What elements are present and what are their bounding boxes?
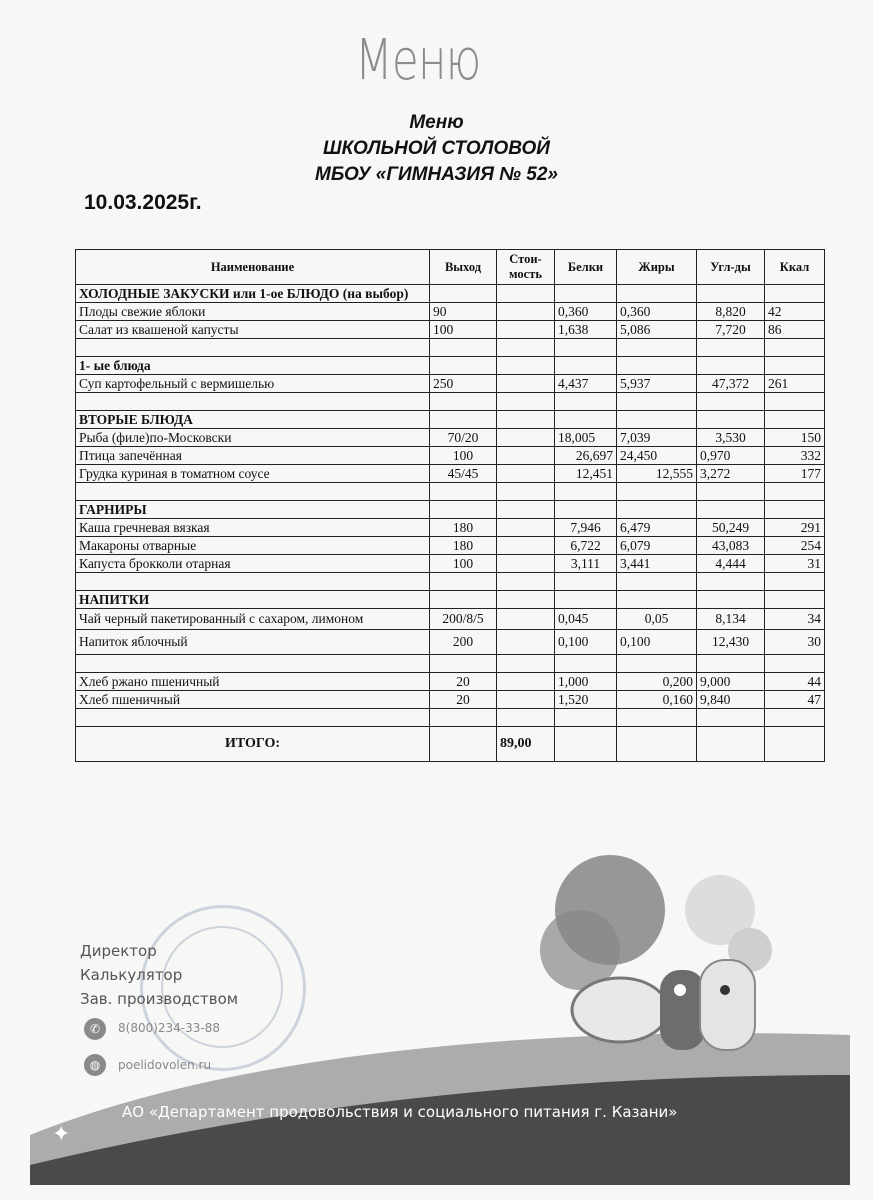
dish-protein: 0,100 [555,630,617,655]
dish-fat: 6,079 [617,537,697,555]
dish-protein: 0,045 [555,609,617,630]
col-header-kcal: Ккал [765,250,825,285]
dish-carbs: 8,134 [697,609,765,630]
dish-kcal: 332 [765,447,825,465]
dish-cost [497,465,555,483]
col-header-cost [497,250,555,285]
dish-protein: 4,437 [555,375,617,393]
dish-protein: 6,722 [555,537,617,555]
sparkle-icon: ✦ [52,1122,71,1147]
header-line-school: МБОУ «ГИМНАЗИЯ № 52» [315,164,558,185]
section-cold: ХОЛОДНЫЕ ЗАКУСКИ или 1-ое БЛЮДО (на выбор) [76,285,430,303]
dish-protein: 0,360 [555,303,617,321]
table-row [76,609,825,630]
dish-name: Хлеб пшеничный [76,691,430,709]
table-row [76,447,825,465]
dish-fat: 5,937 [617,375,697,393]
dish-name: Салат из квашеной капусты [76,321,430,339]
section-first-courses: 1- ые блюда [76,357,430,375]
dish-kcal: 150 [765,429,825,447]
dish-cost [497,447,555,465]
header-line-canteen: ШКОЛЬНОЙ СТОЛОВОЙ [323,138,550,159]
mascot-illustration [520,840,780,1100]
dish-carbs: 50,249 [697,519,765,537]
handwritten-title: Меню [355,28,481,93]
section-row [76,411,825,429]
col-header-cost-line1: Стои- [509,252,542,266]
dish-carbs: 7,720 [697,321,765,339]
menu-table [75,249,825,762]
col-header-carbs: Угл-ды [697,250,765,285]
dish-carbs: 9,840 [697,691,765,709]
dish-cost [497,375,555,393]
footer-phone: 8(800)234-33-88 [118,1021,221,1035]
dish-yield: 45/45 [430,465,497,483]
dish-yield: 250 [430,375,497,393]
dish-kcal: 86 [765,321,825,339]
dish-fat: 7,039 [617,429,697,447]
footer-calculator: Калькулятор [80,966,183,984]
col-header-yield: Выход [430,250,497,285]
dish-fat: 0,360 [617,303,697,321]
dish-carbs: 4,444 [697,555,765,573]
dish-kcal: 42 [765,303,825,321]
section-row [76,591,825,609]
dish-yield: 90 [430,303,497,321]
dish-carbs: 43,083 [697,537,765,555]
table-row [76,519,825,537]
dish-cost [497,630,555,655]
dish-kcal: 44 [765,673,825,691]
dish-protein: 1,638 [555,321,617,339]
dish-cost [497,691,555,709]
table-row [76,537,825,555]
empty-row [76,393,825,411]
footer-department: АО «Департамент продовольствия и социального питания г. Казани» [122,1103,678,1121]
dish-protein: 3,111 [555,555,617,573]
dish-yield: 100 [430,555,497,573]
dish-name: Грудка куриная в томатном соусе [76,465,430,483]
dish-cost [497,321,555,339]
dish-fat: 12,555 [617,465,697,483]
round-stamp [140,905,306,1071]
dish-fat: 5,086 [617,321,697,339]
section-second-courses: ВТОРЫЕ БЛЮДА [76,411,430,429]
footer-director: Директор [80,942,157,960]
dish-carbs: 8,820 [697,303,765,321]
table-row [76,429,825,447]
empty-row [76,483,825,501]
dish-yield: 20 [430,691,497,709]
dish-yield: 200/8/5 [430,609,497,630]
table-row [76,555,825,573]
empty-row [76,709,825,727]
table-row [76,691,825,709]
dish-kcal: 34 [765,609,825,630]
dish-carbs: 3,530 [697,429,765,447]
empty-row [76,573,825,591]
dish-fat: 3,441 [617,555,697,573]
dish-fat: 0,200 [617,673,697,691]
dish-kcal: 177 [765,465,825,483]
col-header-fat: Жиры [617,250,697,285]
section-row [76,501,825,519]
dish-name: Капуста брокколи отарная [76,555,430,573]
dish-yield: 180 [430,519,497,537]
dish-protein: 1,000 [555,673,617,691]
dish-protein: 18,005 [555,429,617,447]
section-sides: ГАРНИРЫ [76,501,430,519]
dish-name: Каша гречневая вязкая [76,519,430,537]
dish-cost [497,429,555,447]
dish-name: Чай черный пакетированный с сахаром, лимоном [76,609,430,630]
section-row [76,285,825,303]
footer-chef: Зав. производством [80,990,239,1008]
col-header-cost-line2: мость [509,267,542,281]
dish-fat: 6,479 [617,519,697,537]
total-label: ИТОГО: [76,727,430,762]
dish-fat: 24,450 [617,447,697,465]
dish-cost [497,609,555,630]
table-row [76,630,825,655]
empty-row [76,339,825,357]
dish-cost [497,519,555,537]
dish-name: Птица запечённая [76,447,430,465]
dish-kcal: 30 [765,630,825,655]
table-row [76,321,825,339]
dish-kcal: 31 [765,555,825,573]
dish-name: Суп картофельный с вермишелью [76,375,430,393]
phone-icon: ✆ [84,1018,106,1040]
dish-yield: 20 [430,673,497,691]
dish-yield: 100 [430,321,497,339]
table-row [76,673,825,691]
dish-carbs: 3,272 [697,465,765,483]
globe-icon: ◍ [84,1054,106,1076]
dish-yield: 200 [430,630,497,655]
section-drinks: НАПИТКИ [76,591,430,609]
table-row [76,303,825,321]
dish-protein: 12,451 [555,465,617,483]
header-line-menu: Меню [409,112,464,133]
section-row [76,357,825,375]
dish-kcal: 47 [765,691,825,709]
dish-protein: 26,697 [555,447,617,465]
dish-name: Макароны отварные [76,537,430,555]
col-header-name: Наименование [76,250,430,285]
dish-kcal: 261 [765,375,825,393]
empty-row [76,655,825,673]
total-cost: 89,00 [497,727,555,762]
dish-name: Напиток яблочный [76,630,430,655]
table-row [76,375,825,393]
dish-fat: 0,160 [617,691,697,709]
dish-kcal: 291 [765,519,825,537]
dish-yield: 180 [430,537,497,555]
dish-cost [497,537,555,555]
dish-protein: 7,946 [555,519,617,537]
total-row [76,727,825,762]
table-row [76,465,825,483]
dish-yield: 100 [430,447,497,465]
dish-cost [497,303,555,321]
dish-carbs: 0,970 [697,447,765,465]
dish-cost [497,555,555,573]
dish-carbs: 12,430 [697,630,765,655]
dish-yield: 70/20 [430,429,497,447]
dish-cost [497,673,555,691]
dish-kcal: 254 [765,537,825,555]
dish-name: Плоды свежие яблоки [76,303,430,321]
table-header-row [76,250,825,285]
menu-date: 10.03.2025г. [84,191,202,214]
dish-fat: 0,100 [617,630,697,655]
dish-carbs: 9,000 [697,673,765,691]
dish-carbs: 47,372 [697,375,765,393]
dish-name: Рыба (филе)по-Московски [76,429,430,447]
dish-fat: 0,05 [617,609,697,630]
col-header-protein: Белки [555,250,617,285]
dish-protein: 1,520 [555,691,617,709]
footer-site: poelidovolen.ru [118,1058,212,1072]
dish-name: Хлеб ржано пшеничный [76,673,430,691]
